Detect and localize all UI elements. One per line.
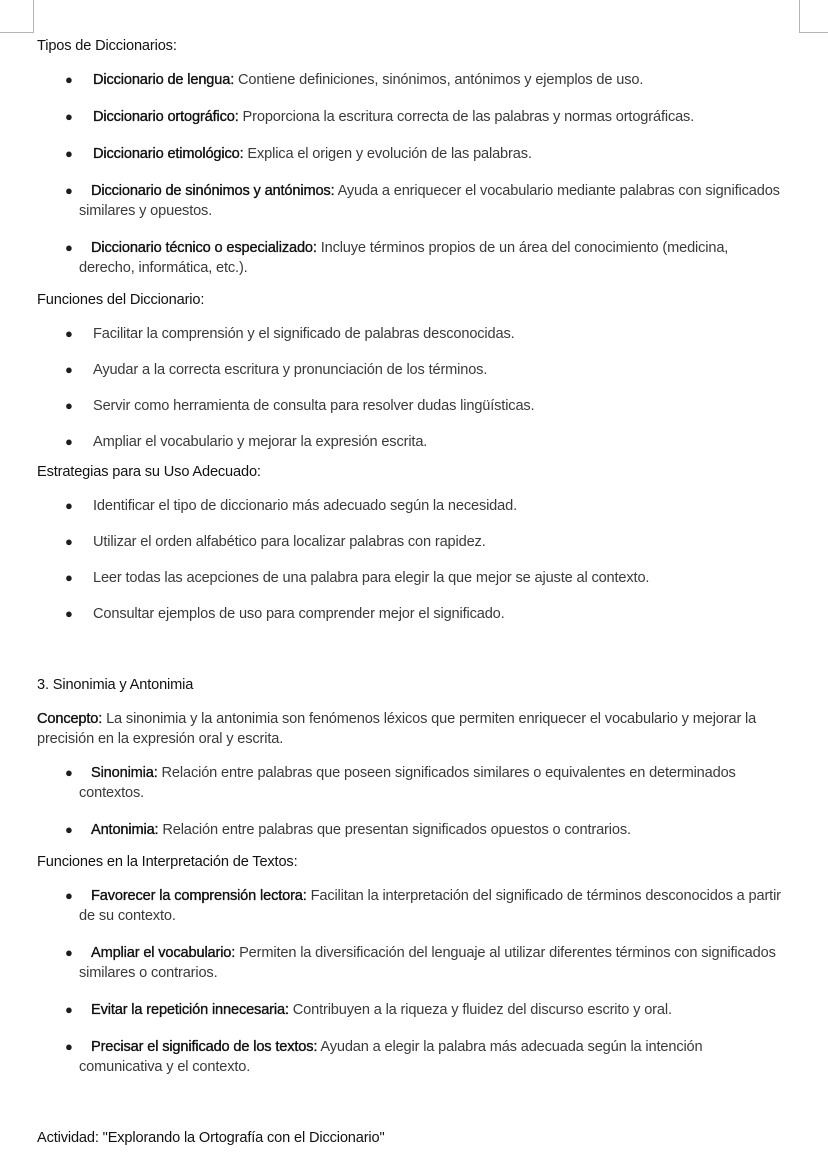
bullet-icon: ● (65, 109, 73, 124)
list-estrategias (37, 496, 787, 624)
list-sinonimia (37, 763, 787, 840)
bullet-icon: ● (65, 945, 73, 960)
bullet-icon: ● (65, 434, 73, 449)
heading-funciones-diccionario: Funciones del Diccionario: (37, 292, 205, 308)
list-item: ● Utilizar el orden alfabético para localizar palabras con rapidez. (65, 534, 486, 550)
list-item: ● Facilitar la comprensión y el significado de palabras desconocidas. (65, 326, 515, 342)
bullet-icon: ● (65, 765, 73, 780)
bullet-icon: ● (65, 606, 73, 621)
list-item: ● Diccionario técnico o especializado: Incluye términos propios de un área del conocimiento (medicina, derecho, informática, etc.). (65, 240, 729, 276)
list-tipos (37, 70, 787, 278)
bullet-icon: ● (65, 72, 73, 87)
bullet-icon: ● (65, 240, 73, 255)
list-item: ● Diccionario de sinónimos y antónimos: Ayuda a enriquecer el vocabulario mediante palabras con significados similares y opuestos. (65, 183, 780, 219)
list-item: ● Diccionario de lengua: Contiene definiciones, sinónimos, antónimos y ejemplos de uso. (65, 72, 644, 88)
list-funciones-textos (37, 886, 787, 1077)
bullet-icon: ● (65, 534, 73, 549)
bullet-icon: ● (65, 146, 73, 161)
bullet-icon: ● (65, 326, 73, 341)
bullet-icon: ● (65, 362, 73, 377)
heading-estrategias: Estrategias para su Uso Adecuado: (37, 464, 261, 480)
heading-tipos: Tipos de Diccionarios: (37, 38, 177, 54)
list-item: ● Consultar ejemplos de uso para comprender mejor el significado. (65, 606, 505, 622)
bullet-icon: ● (65, 888, 73, 903)
list-item: ● Ampliar el vocabulario y mejorar la expresión escrita. (65, 434, 428, 450)
bullet-icon: ● (65, 1039, 73, 1054)
crop-mark-left (0, 0, 34, 33)
list-item: ● Favorecer la comprensión lectora: Facilitan la interpretación del significado de términos desconocidos a partir de su contexto. (65, 888, 781, 924)
list-item: ● Diccionario ortográfico: Proporciona la escritura correcta de las palabras y normas ortográficas. (65, 109, 695, 125)
paragraph-concepto: Concepto: La sinonimia y la antonimia son fenómenos léxicos que permiten enriquecer el vocabulario y mejorar la precisión en la expresión oral y escrita. (37, 711, 757, 747)
bullet-icon: ● (65, 1002, 73, 1017)
list-funciones-diccionario (37, 324, 787, 452)
list-item: ● Ampliar el vocabulario: Permiten la diversificación del lenguaje al utilizar diferentes términos con significados similares o contrarios. (65, 945, 776, 981)
list-item: ● Servir como herramienta de consulta para resolver dudas lingüísticas. (65, 398, 535, 414)
bullet-icon: ● (65, 570, 73, 585)
list-item: ● Sinonimia: Relación entre palabras que poseen significados similares o equivalentes en determinados contextos. (65, 765, 736, 801)
list-item: ● Precisar el significado de los textos: Ayudan a elegir la palabra más adecuada según la intención comunicativa y el contexto. (65, 1039, 703, 1075)
list-item: ● Evitar la repetición innecesaria: Contribuyen a la riqueza y fluidez del discurso escrito y oral. (65, 1002, 672, 1018)
list-item: ● Leer todas las acepciones de una palabra para elegir la que mejor se ajuste al contexto. (65, 570, 650, 586)
list-item: ● Diccionario etimológico: Explica el origen y evolución de las palabras. (65, 146, 532, 162)
bullet-icon: ● (65, 183, 73, 198)
heading-sinonimia: 3. Sinonimia y Antonimia (37, 677, 194, 693)
bullet-icon: ● (65, 498, 73, 513)
document-content (37, 36, 787, 1148)
list-item: ● Antonimia: Relación entre palabras que presentan significados opuestos o contrarios. (65, 822, 631, 838)
list-item: ● Ayudar a la correcta escritura y pronunciación de los términos. (65, 362, 488, 378)
list-item: ● Identificar el tipo de diccionario más adecuado según la necesidad. (65, 498, 517, 514)
heading-funciones-textos: Funciones en la Interpretación de Textos: (37, 854, 298, 870)
crop-mark-right (799, 0, 828, 33)
bullet-icon: ● (65, 822, 73, 837)
heading-actividad: Actividad: "Explorando la Ortografía con el Diccionario" (37, 1130, 385, 1146)
bullet-icon: ● (65, 398, 73, 413)
